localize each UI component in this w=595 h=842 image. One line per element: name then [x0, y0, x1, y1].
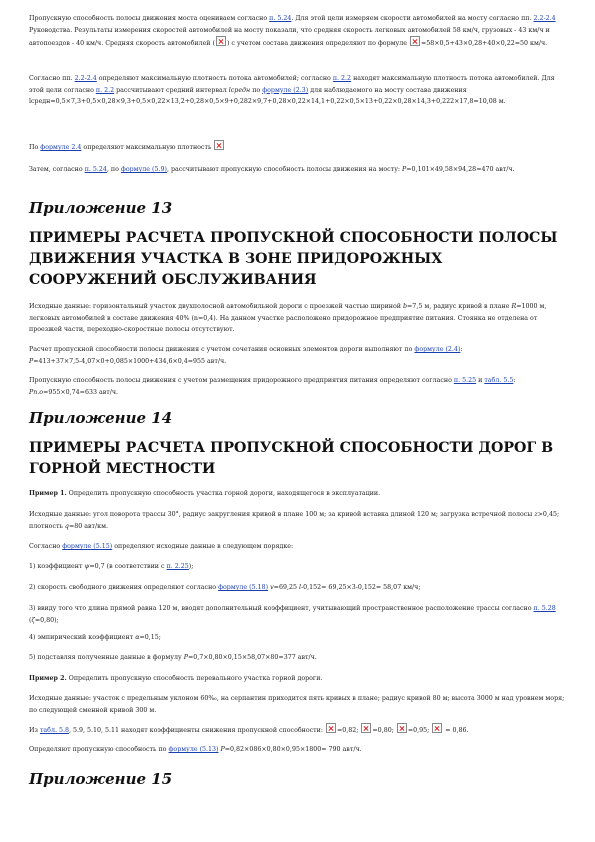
link-formula-2-4[interactable]: формуле 2.4	[40, 144, 82, 151]
link-pp-2-2-2-4[interactable]: 2.2-2.4	[533, 15, 556, 22]
link-table-5-8[interactable]: табл. 5.8	[39, 727, 69, 734]
text: lсредн	[228, 86, 251, 94]
text: =955×0,74=633 авт/ч.	[43, 388, 119, 396]
text: =80 авт/км.	[68, 522, 108, 530]
paragraph-formula-2-4	[29, 140, 565, 154]
text: Определяют пропускную способность по	[29, 746, 169, 753]
text: Затем, согласно	[29, 166, 85, 173]
link-formula-2-3[interactable]: формуле (2.3)	[262, 86, 309, 94]
text: определяют максимальную плотность	[81, 144, 214, 151]
text: Исходные данные: горизонтальный участок двухполосной автомобильной дороги с проезжей частью шириной	[29, 303, 403, 310]
text: =58×0,5+43×0,28+40×0,22=50 км/ч.	[420, 40, 548, 48]
paragraph-bridge-capacity	[29, 13, 565, 50]
link-p-2-2[interactable]: п. 2.2	[332, 75, 352, 82]
list-item-5	[29, 652, 565, 664]
paragraph-result-13	[29, 375, 565, 398]
text: Пример 2.	[29, 675, 67, 682]
text: =0,7×0,80×0,15×58,07×80=377 авт/ч.	[187, 654, 317, 661]
text: Согласно	[29, 543, 63, 550]
heading-appendix-14: Приложение 14	[29, 409, 173, 427]
text: >0,45; плотность	[29, 511, 560, 530]
title-appendix-14: ПРИМЕРЫ РАСЧЕТА ПРОПУСКНОЙ СПОСОБНОСТИ ДОРОГ В ГОРНОЙ МЕСТНОСТИ	[29, 440, 554, 477]
link-p-2-25[interactable]: п. 2.25	[166, 563, 189, 570]
text: z	[534, 511, 538, 518]
text: -0,152= 69,25×3-0,152= 58,07 км/ч;	[301, 584, 421, 591]
formula-image-icon	[216, 36, 226, 46]
list-item-4	[29, 632, 565, 644]
formula-image-icon	[214, 140, 224, 150]
link-formula-5-15[interactable]: формуле (5.15)	[62, 543, 113, 550]
formula-image-icon	[326, 723, 336, 733]
formula-image-icon	[361, 723, 371, 733]
text: Пропускную способность полосы движения с учетом размещения придорожного предприятия питания определяют согласно	[29, 377, 454, 384]
text: P	[402, 166, 407, 173]
text: по	[250, 86, 263, 94]
link-formula-5-18[interactable]: формуле (5.18)	[218, 584, 269, 591]
text: Определить пропускную способность участка горной дороги, находящегося в эксплуатации.	[66, 490, 381, 497]
text: P	[183, 654, 188, 661]
formula-image-icon	[432, 723, 442, 733]
link-pp-2-2-2-4[interactable]: 2.2-2.4	[74, 75, 97, 82]
text: определяют максимальную плотность потока автомобилей; согласно	[96, 75, 333, 82]
link-p-5-28[interactable]: п. 5.28	[533, 605, 556, 612]
link-p-5-25[interactable]: п. 5.25	[453, 377, 477, 384]
formula-text: lсредн=0,5×7,3+0,5×0,28×9,3+0,5×0,22×13,2+0,28×0,5×9+0,282×9,7+0,28×0,22×14,1+0,22×0,5×13+0,22×0,28×14,3+0,222×17,8=10,08 м.	[29, 98, 506, 106]
text: 3) ввиду того что длина прямой равна 120 м, вводят дополнительный коэффициент, учитывающий пространственное расположение трассы согласно	[29, 605, 534, 612]
link-formula-5-13[interactable]: формуле (5.13)	[168, 746, 219, 753]
text: l	[298, 584, 301, 591]
paragraph-initial-data-13	[29, 301, 565, 336]
text: , 5.9, 5.10, 5.11 находят коэффициенты снижения пропускной способности:	[68, 727, 325, 734]
text: =0,7 (в соответствии с	[89, 563, 167, 570]
text: Пример 1.	[29, 490, 67, 497]
paragraph-order	[29, 541, 565, 553]
text: находят максимальную плотность потока автомобилей. Для этой цели согласно	[29, 75, 555, 94]
text: =0,82×086×0,80×0,95×1800= 790 авт/ч.	[224, 746, 362, 753]
text: 4) эмпирический коэффициент	[29, 634, 136, 641]
paragraph-initial-data-14	[29, 509, 565, 532]
text: :	[460, 346, 463, 353]
text: α	[135, 634, 140, 641]
text: Определить пропускную способность перевального участка горной дороги.	[66, 675, 323, 682]
text: Согласно пп.	[29, 75, 75, 82]
text: Расчет пропускной способности полосы движения с учетом сочетания основных элементов дороги выполняют по	[29, 346, 415, 353]
heading-appendix-15: Приложение 15	[29, 770, 173, 788]
text: =413+37×7,5-4,07×0+0,085×1000+434,6×0,4=955 авт/ч.	[33, 357, 227, 365]
list-item-2	[29, 582, 565, 594]
text: (	[29, 616, 32, 624]
link-formula-2-4[interactable]: формуле (2.4)	[414, 346, 461, 353]
formula-image-icon	[410, 36, 420, 46]
paragraph-initial-data-ex2	[29, 693, 565, 716]
text: =0,95;	[407, 727, 432, 734]
text: R	[511, 303, 517, 310]
text: P	[220, 746, 225, 753]
text: =69,25	[273, 584, 299, 591]
text: . Для этой цели измеряем скорости автомобилей на мосту согласно пп.	[291, 15, 534, 22]
text: и	[476, 377, 485, 384]
paragraph-example-2	[29, 673, 565, 685]
text: Руководства. Результаты измерения скоростей автомобилей на мосту показали, что средняя скорость легковых автомобилей 58 км/ч, грузовых - 43 км/ч и автопоездов - 40 км/ч. Средняя скорость автомобилей (	[29, 26, 550, 48]
text: =0,15;	[139, 634, 161, 641]
text: = 0,86.	[443, 727, 469, 734]
text: =0,82;	[336, 727, 361, 734]
text: P	[29, 357, 34, 365]
title-appendix-13: ПРИМЕРЫ РАСЧЕТА ПРОПУСКНОЙ СПОСОБНОСТИ ПОЛОСЫ ДВИЖЕНИЯ УЧАСТКА В ЗОНЕ ПРИДОРОЖНЫХ СООРУЖЕНИЙ ОБСЛУЖИВАНИЯ	[29, 230, 558, 288]
text: ) с учетом состава движения определяют по формуле	[226, 40, 409, 48]
text: По	[29, 144, 41, 151]
text: ζ	[31, 616, 35, 624]
text: 5) подставляя полученные данные в формулу	[29, 654, 184, 661]
text: , по	[106, 166, 121, 173]
paragraph-example-1	[29, 488, 565, 500]
paragraph-coefficients	[29, 723, 565, 737]
text: =0,80;	[372, 727, 396, 734]
text: определяют исходные данные в следующем порядке:	[112, 543, 294, 550]
text: =0,101×49,58×94,28=470 авт/ч.	[406, 166, 515, 173]
list-item-1	[29, 561, 565, 573]
heading-appendix-13: Приложение 13	[29, 199, 173, 217]
text: Пропускную способность полосы движения моста оцениваем согласно	[29, 15, 270, 22]
text: , рассчитывают пропускную способность полосы движения на мосту:	[166, 166, 403, 173]
link-p-5-24[interactable]: п. 5.24	[84, 166, 107, 173]
link-p-5-24[interactable]: п. 5.24	[269, 15, 292, 22]
paragraph-max-density	[29, 73, 565, 108]
paragraph-calc-13	[29, 344, 565, 367]
link-table-5-5[interactable]: табл. 5.5	[484, 377, 514, 384]
link-formula-5-9[interactable]: формуле (5.9)	[120, 166, 167, 173]
text: );	[188, 563, 194, 570]
text: Исходные данные: участок с предельным уклоном 60‰, на серпантин приходится пять кривых в плане; радиус кривой 80 м; высота 3000 м над уровнем моря; по следующей сменной кривой 300 м.	[29, 695, 565, 714]
text: =7,5 м, радиус кривой в плане	[407, 303, 512, 310]
text: Pп.о	[29, 388, 44, 396]
text: :	[513, 377, 516, 384]
text: для наблюдаемого на мосту состава движения	[308, 86, 467, 94]
text: =0,80);	[34, 616, 59, 624]
formula-image-icon	[397, 723, 407, 733]
paragraph-bridge-result	[29, 164, 565, 176]
text: =1000 м, легковых автомобилей в составе движения 40% (n=0,4). На данном участке расположено придорожное предприятие питания. Стоянка не отделена от проезжей части, переходно-скоростные полосы отсутствуют.	[29, 303, 547, 334]
link-p-2-2[interactable]: п. 2.2	[95, 86, 115, 94]
text: q	[64, 522, 69, 530]
text: ψ	[84, 563, 90, 570]
text: b	[403, 303, 408, 310]
text: 2) скорость свободного движения определяют согласно	[29, 584, 219, 591]
paragraph-result-14	[29, 744, 565, 756]
list-item-3	[29, 603, 565, 626]
text: Из	[29, 727, 40, 734]
text: 1) коэффициент	[29, 563, 85, 570]
text: Исходные данные: угол поворота трассы 30°, радиус закругления кривой в плане 100 м; за кривой вставка длиной 120 м; загрузка встречной полосы	[29, 511, 535, 518]
text: рассчитывают средний интервал	[114, 86, 229, 94]
text: v	[270, 584, 274, 591]
